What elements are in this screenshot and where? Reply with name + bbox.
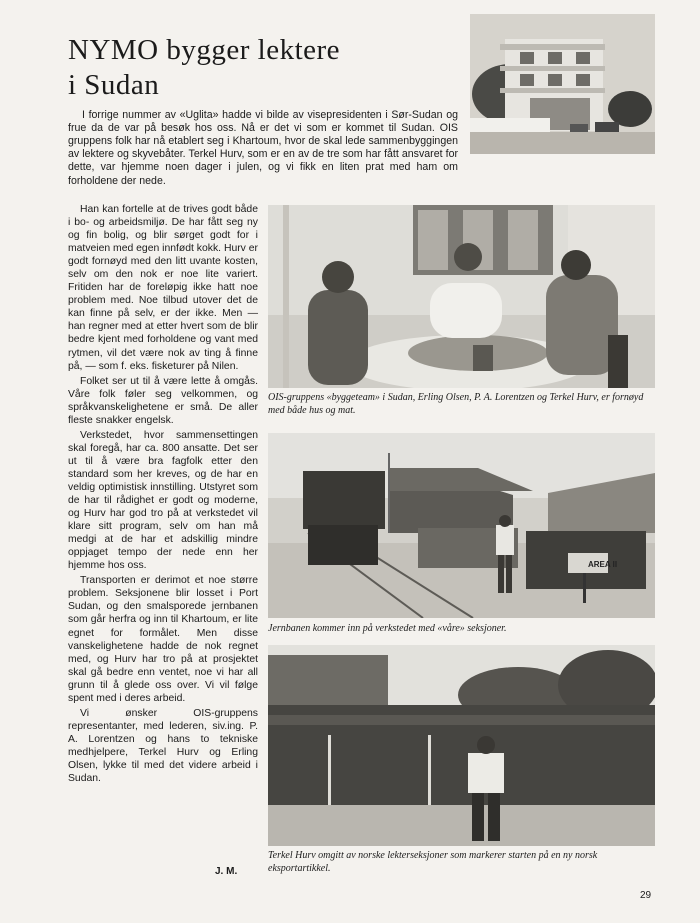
article-body — [68, 203, 258, 787]
photo-sections — [268, 645, 655, 846]
photo-railway — [268, 433, 655, 618]
photo-team — [268, 205, 655, 388]
title-line-2: i Sudan — [68, 69, 160, 102]
body-paragraph: Folket ser ut til å være lette å omgås. Våre folk føler seg velkommen, og språkvanskelighetene er små. De aller fleste snakker engelsk. — [68, 375, 258, 426]
article-intro: I forrige nummer av «Uglita» hadde vi bilde av visepresidenten i Sør-Sudan og frue da de var på besøk hos oss. Nå er det vi som er kommet til Sudan. OIS gruppens folk har nå etablert seg i Khartoum, hvor de skal lede sammenbyggingen av lektere og skyvebåter. Terkel Hurv, som er en av de tre som har fått ansvaret for dette, var hjemme noen dager i julen, og vi fikk en liten prat med ham om forholdene der nede. — [68, 108, 458, 187]
photo-building — [470, 14, 655, 154]
article-title — [68, 33, 448, 103]
caption-team: OIS-gruppens «byggeteam» i Sudan, Erling Olsen, P. A. Lorentzen og Terkel Hurv, er fornøyd med både hus og mat. — [268, 392, 644, 416]
body-paragraph: Transporten er derimot et noe større problem. Seksjonene blir losset i Port Sudan, og den smalsporede jernbanen som går herfra og inn til Khartoum, er lite egnet for formålet. Men disse vanskelighetene hadde de nok regnet med, og Hurv har tro på at prosjektet skal gå bedre enn ventet, noe vi har all grunn til å glede oss over. Vi vil følge spent med i deres arbeid. — [68, 575, 258, 704]
author-signature: J. M. — [215, 866, 238, 877]
title-line-1: NYMO bygger lektere — [68, 34, 341, 67]
body-paragraph: Vi ønsker OIS-gruppens representanter, med lederen, siv.ing. P. A. Lorentzen og hans to tekniske medhjelpere, Terkel Hurv og Erling Olsen, lykke til med det videre arbeid i Sudan. — [68, 707, 258, 785]
body-paragraph: Han kan fortelle at de trives godt både i bo- og arbeidsmiljø. De har fått seg ny og fin bolig, og blir sørget godt for i matveien med egen innfødt kokk. Hurv er godt fornøyd med den litt uvante kosten, selv om den nok er noe lite variert. Fritiden har de foreløpig ikke hatt noe problem med. Noe tilbud utover det de kan finne på selv, er der ikke. Men — han regner med at etter hvert som de blir bedre kjent med forholdene og vant med rytmen, vil det være nok av ting å finne på, — som f. eks. fisketurer på Nilen. — [68, 204, 259, 372]
page-number: 29 — [640, 890, 652, 901]
sign-text: AREA II — [588, 560, 618, 569]
caption-railway: Jernbanen kommer inn på verkstedet med «våre» seksjoner. — [268, 623, 507, 634]
body-paragraph: Verkstedet, hvor sammensettingen skal foregå, har ca. 800 ansatte. Det ser ut til å være bra fagfolk etter den standard som her kreves, og de har en veldig optimistisk innstilling. Utstyret som de har til rådighet er godt og moderne, og Hurv har god tro på at verkstedet vil klare sitt program, selv om han må medgi at de har et adskillig mindre oppjaget tempo der nede enn her hjemme hos oss. — [68, 429, 258, 572]
caption-sections: Terkel Hurv omgitt av norske lekterseksjoner som markerer starten på en ny norsk eksportartikkel. — [268, 850, 598, 874]
